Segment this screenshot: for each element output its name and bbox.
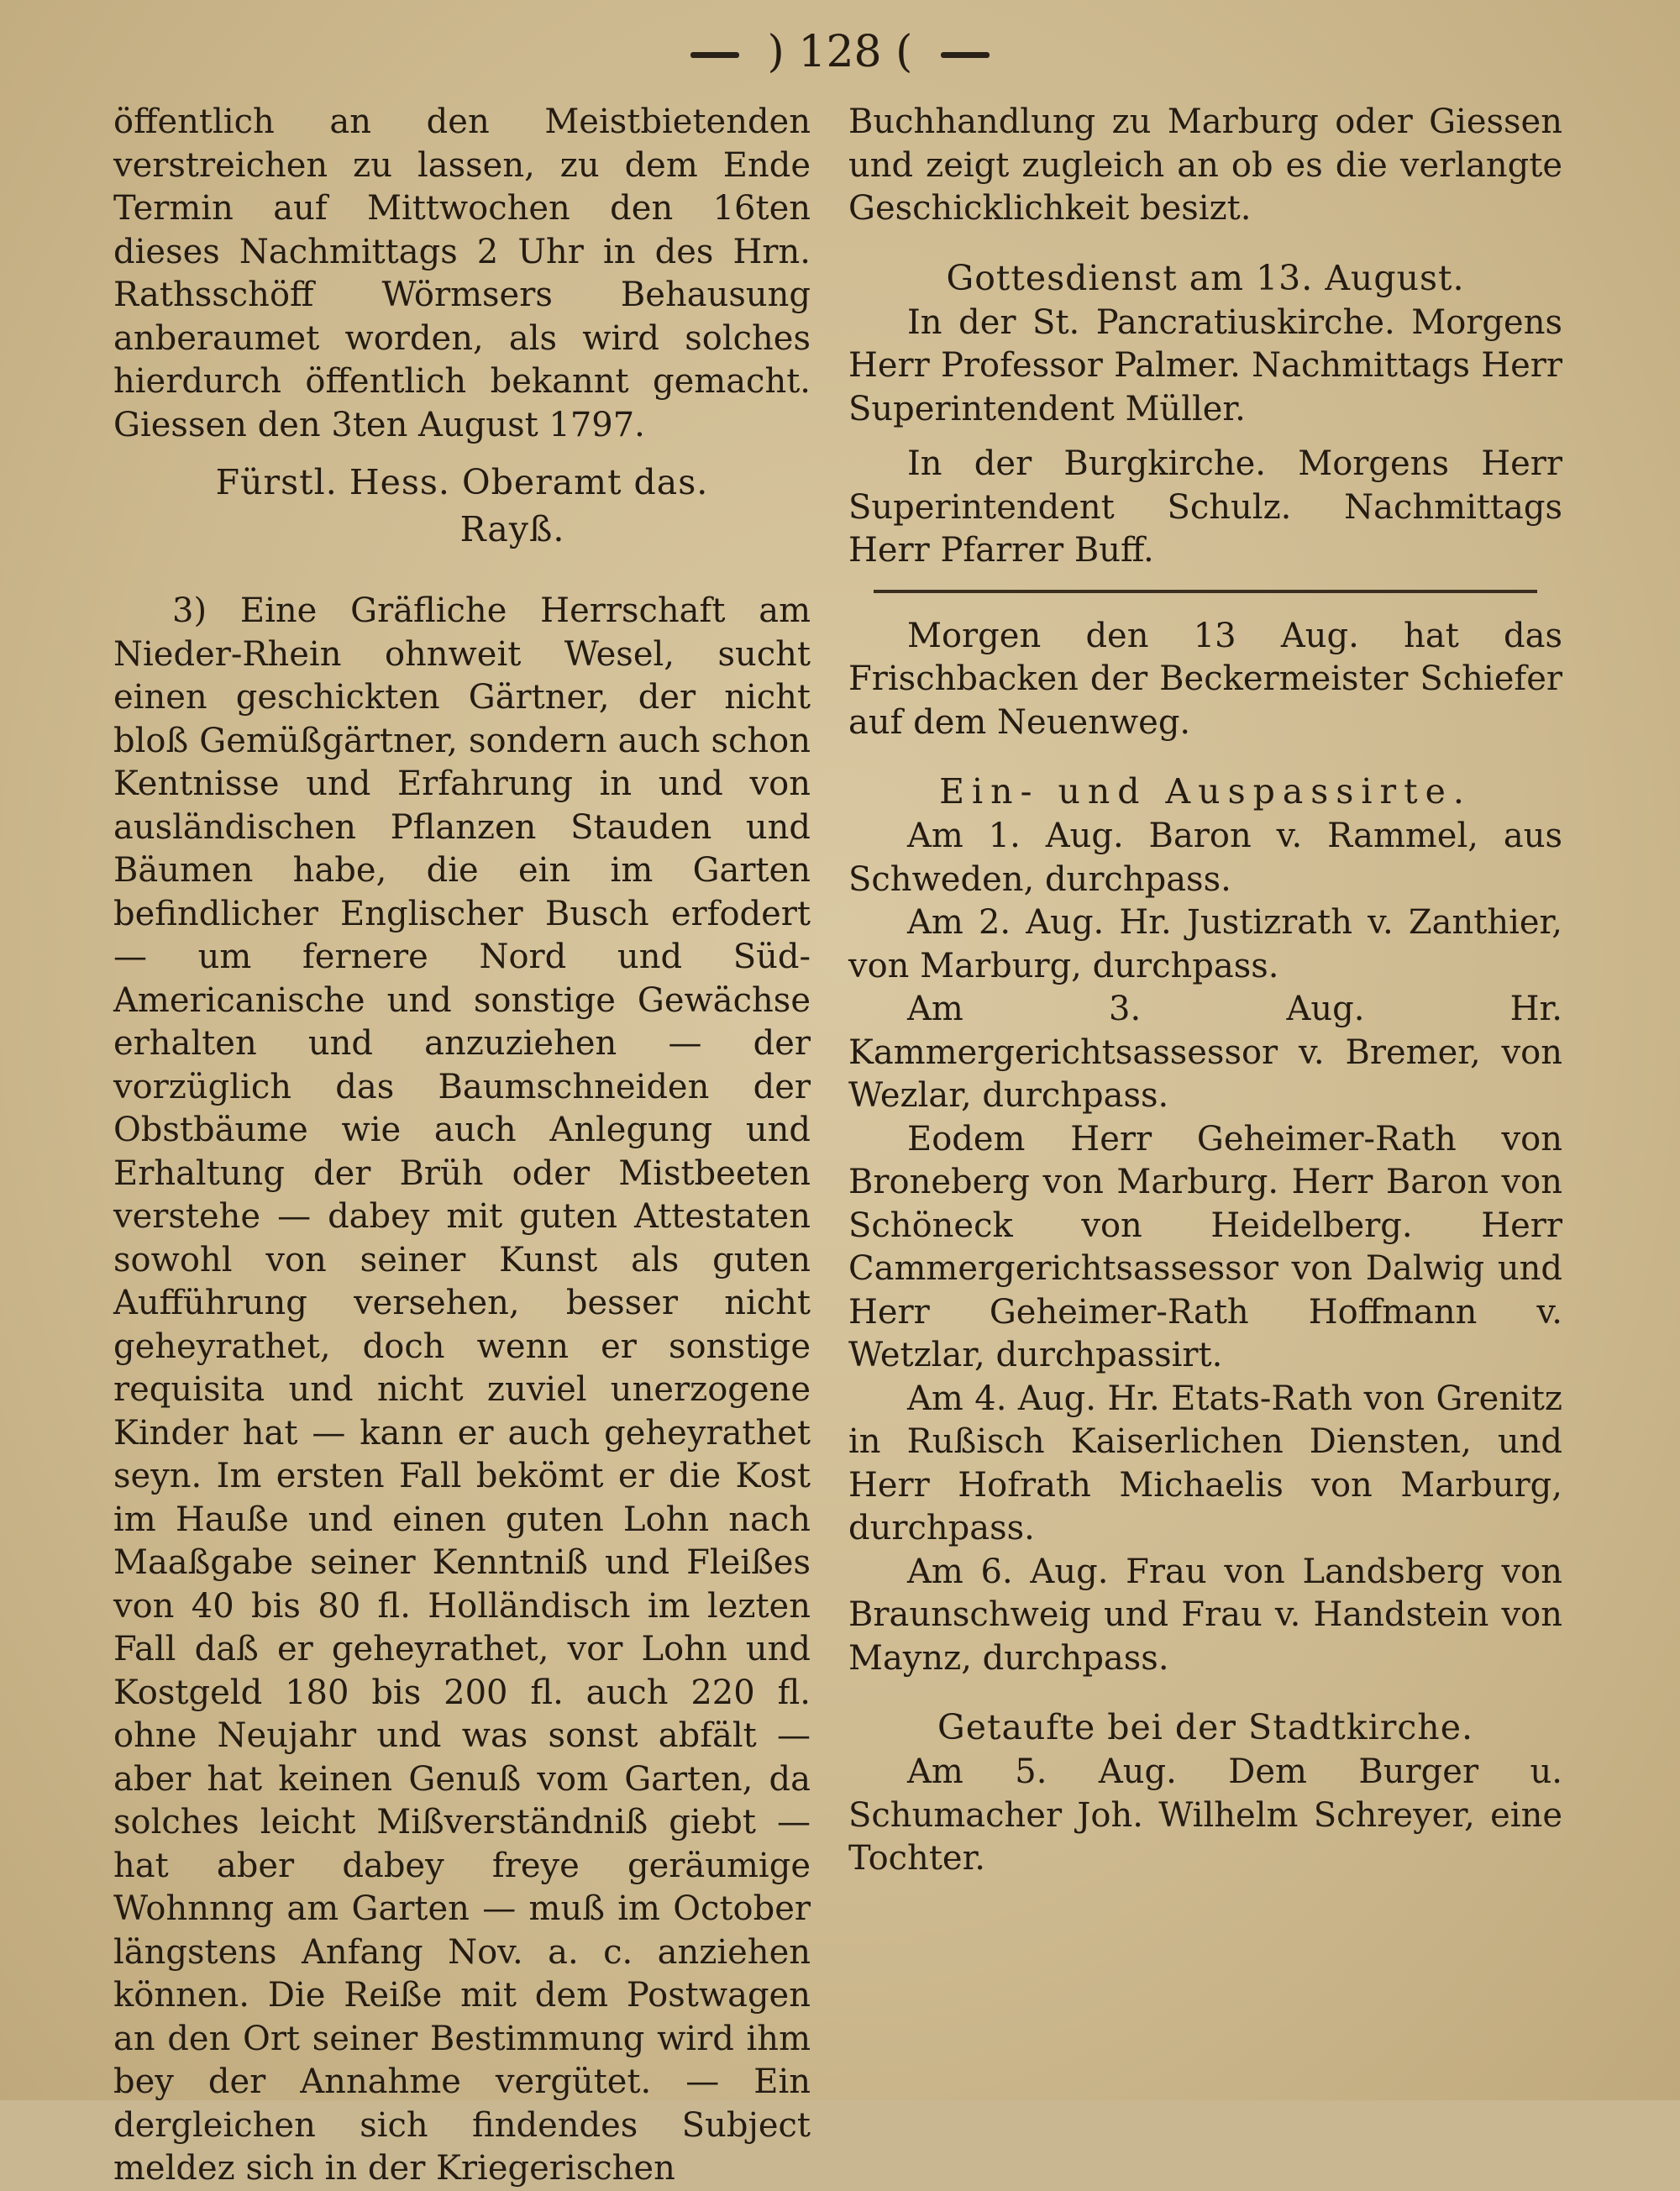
baking-notice: Morgen den 13 Aug. hat das Frischbacken der Beckermeister Schiefer auf dem Neuenweg. (848, 616, 1562, 742)
left-column (113, 101, 811, 2191)
gardener-wanted-notice: 3) Eine Gräfliche Herrschaft am Nieder-Rhein ohnweit Wesel, sucht einen geschickten Gärtner, der nicht bloß Gemüßgärtner, sondern auch schon Kentnisse und Erfahrung in und von ausländischen Pflanzen Stauden und Bäumen habe, die ein im Garten befindlicher Englischer Busch erfodert — um fernere Nord und Süd-Americanische und sonstige Gewächse erhalten und anzuziehen — der vorzüglich das Baumschneiden der Obstbäume wie auch Anlegung und Erhaltung der Brüh oder Mistbeeten verstehe — dabey mit guten Attestaten sowohl von seiner Kunst als guten Aufführung versehen, besser nicht geheyrathet, doch wenn er sonstige requisita und nicht zuviel unerzogene Kinder hat — kann er auch geheyrathet seyn. Im ersten Fall bekömt er die Kost im Hauße und einen guten Lohn nach Maaßgabe seiner Kenntniß und Fleißes von 40 bis 80 fl. Holländisch im lezten Fall daß er geheyrathet, vor Lohn und Kostgeld 180 bis 200 fl. auch 220 fl. ohne Neujahr und was sonst abfält — aber hat keinen Genuß vom Garten, da solches leicht Mißverständniß giebt — hat aber dabey freye geräumige Wohnnng am Garten — muß im October längstens Anfang Nov. a. c. anziehen können. Die Reiße mit dem Postwagen an den Ort seiner Bestimmung wird ihm bey der Annahme vergütet. — Ein dergleichen sich findendes Subject meldez sich in der Kriegerischen (113, 591, 811, 2188)
baptisms-heading: Getaufte bei der Stadtkirche. (937, 1707, 1474, 1747)
traveller-entry: Am 4. Aug. Hr. Etats-Rath von Grenitz in Rußisch Kaiserlichen Diensten, und Herr Hofrath Michaelis von Marburg, durchpass. (848, 1379, 1562, 1547)
travellers-heading: Ein- und Auspassirte. (939, 771, 1472, 812)
section-divider (874, 590, 1537, 593)
right-column (848, 101, 1562, 1881)
baptism-entry: Am 5. Aug. Dem Burger u. Schumacher Joh. Wilhelm Schreyer, eine Tochter. (848, 1752, 1562, 1878)
signer-name: Rayß. (459, 509, 565, 549)
page-number: ) 128 ( (767, 27, 913, 77)
authority-signature: Fürstl. Hess. Oberamt das. (215, 462, 709, 502)
traveller-entry: Am 2. Aug. Hr. Justizrath v. Zanthier, von Marburg, durchpass. (848, 903, 1562, 985)
traveller-entry: Am 3. Aug. Hr. Kammergerichtsassessor v. Bremer, von Wezlar, durchpass. (848, 990, 1562, 1115)
traveller-entry: Am 6. Aug. Frau von Landsberg von Braunschweig und Frau v. Handstein von Maynz, durchpass. (848, 1552, 1562, 1678)
page-header (0, 18, 1680, 86)
traveller-entry: Eodem Herr Geheimer-Rath von Broneberg von Marburg. Herr Baron von Schöneck von Heidelberg. Herr Cammergerichtsassessor von Dalwig und Herr Geheimer-Rath Hoffmann v. Wetzlar, durchpassirt. (848, 1119, 1562, 1374)
traveller-entry: Am 1. Aug. Baron v. Rammel, aus Schweden, durchpass. (848, 817, 1562, 899)
burgkirche-services: In der Burgkirche. Morgens Herr Superintendent Schulz. Nachmittags Herr Pfarrer Buff. (848, 444, 1562, 570)
header-ornament-right (941, 52, 990, 58)
auction-notice-end: öffentlich an den Meistbietenden verstreichen zu lassen, zu dem Ende Termin auf Mittwochen den 16ten dieses Nachmittags 2 Uhr in des Hrn. Rathsschöff Wörmsers Behausung anberaumet worden, als wird solches hierdurch öffentlich bekannt gemacht. Giessen den 3ten August 1797. (113, 102, 811, 444)
gardener-notice-continuation: Buchhandlung zu Marburg oder Giessen und zeigt zugleich an ob es die verlangte Geschicklichkeit besizt. (848, 102, 1562, 228)
header-ornament-left (690, 52, 739, 58)
church-services-heading: Gottesdienst am 13. August. (946, 257, 1465, 298)
pancratius-services: In der St. Pancratiuskirche. Morgens Herr Professor Palmer. Nachmittags Herr Superintendent Müller. (848, 302, 1562, 428)
